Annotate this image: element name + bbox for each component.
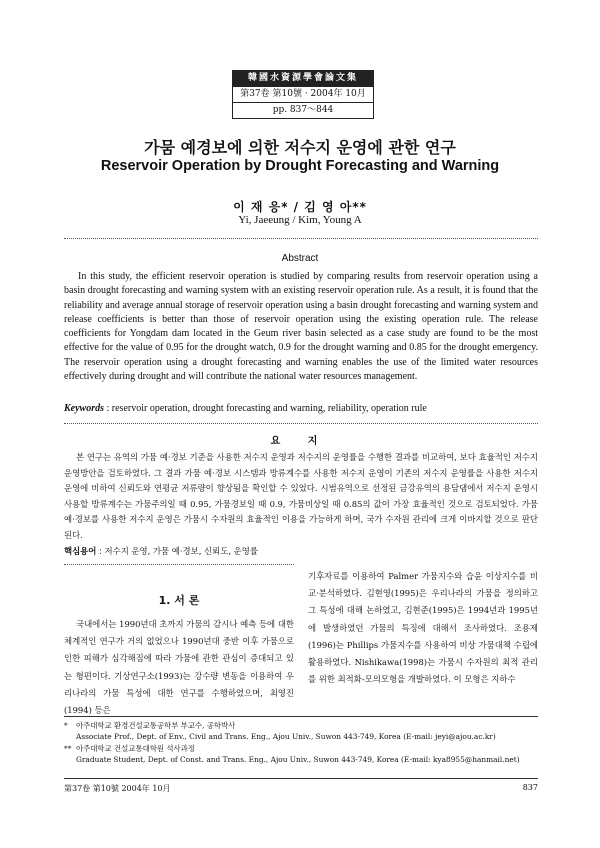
authors-korean: 이 재 응* / 김 영 아** <box>233 200 367 214</box>
footnote-2-en: Graduate Student, Dept. of Const. and Trans. Eng., Ajou Univ., Suwon 443-749, Korea (E-mail: kya8955@hanmail.net) <box>76 755 520 764</box>
summary-heading: 요 지 <box>270 436 330 447</box>
keywords-label: Keywords <box>64 403 104 414</box>
footnote-mark: * <box>64 721 68 730</box>
journal-info-box <box>232 70 374 119</box>
divider <box>64 423 538 424</box>
journal-pages: pp. 837～844 <box>233 102 373 118</box>
journal-volume: 第37卷 第10號 · 2004年 10月 <box>233 86 373 102</box>
footer-rule <box>64 778 538 779</box>
footnote-mark: ** <box>64 744 72 753</box>
abstract-body: In this study, the efficient reservoir operation is studied by comparing results from reservoir operation using a basin drought forecasting and warning system with an existing reservoir operation rule. As a result, it is found that the reliability and average annual storage of reservoir operation using a basin drought forecasting and warning system and release coefficients is better than those of reservoir operation using the existing operation rule. The release coefficients for Yongdam dam located in the Geum river basin selected as a case study are found to be the most effective for the value of 0.95 for the drought watch, 0.9 for the drought warning and 0.85 for the drought emergency. The reservoir operation using a drought forecasting and warning enables the use of the limited water resources effectively during drought and will contribute the national water resources management. <box>64 271 538 383</box>
abstract-keywords <box>64 402 538 416</box>
footnote-2 <box>64 743 538 765</box>
footnote-1-ko: 아주대학교 환경건설교통공학부 부교수, 공학박사 <box>76 721 236 730</box>
summary-keywords-text: : 저수지 운영, 가뭄 예·경보, 신뢰도, 운영률 <box>96 546 258 556</box>
footnote-2-ko: 아주대학교 건설교통대학원 석사과정 <box>76 744 195 753</box>
summary-keywords-label: 핵심용어 <box>64 546 97 556</box>
intro-right-column: 기후자료를 이용하여 Palmer 가뭄지수와 습윤 이상지수를 비교·분석하였다. 김현영(1995)은 우리나라의 가뭄을 정의하고 그 특성에 대해 논하였고, 김현준(1995)은 1994년과 1995년에 발생하였던 가뭄의 특징에 대해서 조사하였다. 조용제(1996)는 Phillips 가뭄지수를 사용하여 비상 가뭄대책 수립에 활용하였다. Nishikawa(1998)는 가뭄시 수자원의 최적 관리를 위한 최적화-모의모형을 개발하였다. 이 모형은 지하수 <box>308 571 538 685</box>
summary-body: 본 연구는 유역의 가뭄 예·경보 기준을 사용한 저수지 운영과 저수지의 운영률을 수행한 결과를 비교하여, 보다 효율적인 저수지 운영방안을 검토하였다. 그 결과 가뭄 예·경보 시스템과 방류계수를 사용한 저수지 운영이 기존의 저수지 운영률을 사용한 저수지 운영에 비하여 신뢰도와 연평균 저류량이 향상됨을 확인할 수 있었다. 시범유역으로 선정된 금강유역의 용담댐에서 저수지 운영시 사용할 방류계수는 가뭄주의일 때 0.95, 가뭄경보일 때 0.9, 가뭄비상일 때 0.85의 값이 가장 효율적인 것으로 검토되었다. 가뭄 예·경보를 사용한 저수지 운영은 가뭄시 수자원의 효율적인 이용을 가능하게 하며, 국가 수자원 관리에 크게 이바지할 것으로 판단된다. <box>64 452 538 540</box>
footnote-rule <box>64 716 538 717</box>
footer-issue: 第37卷 第10號 2004年 10月 <box>64 784 171 793</box>
divider <box>64 238 538 239</box>
keywords-text: : reservoir operation, drought forecasting and warning, reliability, operation rule <box>104 403 427 414</box>
footnote-1 <box>64 720 538 742</box>
summary-keywords <box>64 544 538 558</box>
title-korean: 가뭄 예경보에 의한 저수지 운영에 관한 연구 <box>144 138 456 157</box>
divider <box>64 564 294 565</box>
abstract-heading: Abstract <box>281 253 319 264</box>
authors-english: Yi, Jaeeung / Kim, Young A <box>238 214 362 226</box>
page-number: 837 <box>522 783 538 792</box>
title-english: Reservoir Operation by Drought Forecasting and Warning <box>100 158 500 174</box>
journal-name: 韓國水資源學會論文集 <box>233 71 373 86</box>
intro-left-column: 국내에서는 1990년대 초까지 가뭄의 감시나 예측 등에 대한 체계적인 연구가 거의 없었으나 1990년대 중반 이후 가뭄으로 인한 피해가 심각해짐에 따라 가뭄에 관한 관심이 증대되고 있는 형편이다. 기상연구소(1993)는 강수량 변동을 이용하여 우리나라의 가뭄 특성에 대한 연구를 수행하였으며, 최영진(1994) 등은 <box>64 619 294 716</box>
footnote-1-en: Associate Prof., Dept. of Env., Civil and Trans. Eng., Ajou Univ., Suwon 443-749, Korea (E-mail: jeyi@ajou.ac.kr) <box>76 732 496 741</box>
section-heading: 1. 서 론 <box>158 594 200 607</box>
